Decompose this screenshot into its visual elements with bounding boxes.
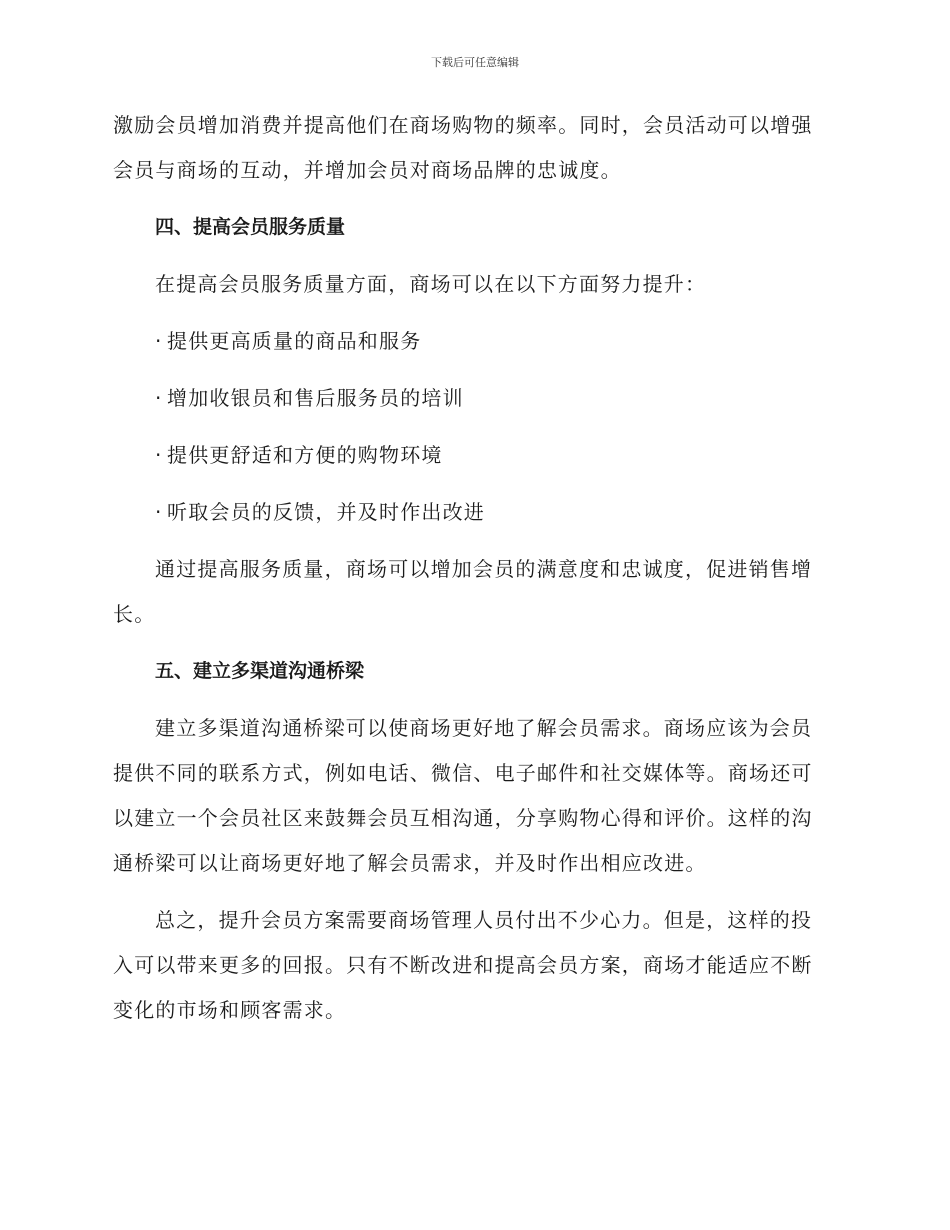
section-5-paragraph: [113, 713, 835, 878]
summary-paragraph: [113, 905, 835, 1025]
section-heading-5: 五、建立多渠道沟通桥梁: [155, 660, 365, 682]
list-item: · 提供更舒适和方便的购物环境: [113, 440, 835, 470]
text-line: 通过提高服务质量，商场可以增加会员的满意度和忠诚度，促进销售增: [155, 557, 813, 581]
intro-paragraph: [113, 110, 835, 185]
list-item: · 增加收银员和售后服务员的培训: [113, 383, 835, 413]
bullet-list: [113, 326, 835, 527]
text-line: 通桥梁可以让商场更好地了解会员需求，并及时作出相应改进。: [113, 851, 707, 875]
section-heading-4: 四、提高会员服务质量: [155, 216, 346, 238]
page-header: 下载后可任意编辑: [431, 56, 519, 69]
section-4-lead: 在提高会员服务质量方面，商场可以在以下方面努力提升：: [155, 272, 707, 296]
text-line: 以建立一个会员社区来鼓舞会员互相沟通，分享购物心得和评价。这样的沟: [113, 806, 813, 830]
list-item: · 提供更高质量的商品和服务: [113, 326, 835, 356]
text-line: 入可以带来更多的回报。只有不断改进和提高会员方案，商场才能适应不断: [113, 953, 813, 977]
text-line: 建立多渠道沟通桥梁可以使商场更好地了解会员需求。商场应该为会员: [155, 716, 813, 740]
text-line: 变化的市场和顾客需求。: [113, 998, 347, 1022]
text-line: 长。: [113, 602, 156, 626]
text-line: 提供不同的联系方式，例如电话、微信、电子邮件和社交媒体等。商场还可: [113, 761, 813, 785]
bullet-icon: ·: [155, 329, 163, 353]
document-body: [113, 110, 835, 1025]
text-line: 总之，提升会员方案需要商场管理人员付出不少心力。但是，这样的投: [155, 908, 813, 932]
bullet-icon: ·: [155, 386, 163, 410]
list-item: · 听取会员的反馈，并及时作出改进: [113, 497, 835, 527]
text-line: 激励会员增加消费并提高他们在商场购物的频率。同时，会员活动可以增强: [113, 113, 813, 137]
bullet-icon: ·: [155, 443, 163, 467]
section-4-conclusion: [113, 554, 835, 629]
bullet-icon: ·: [155, 500, 163, 524]
text-line: 会员与商场的互动，并增加会员对商场品牌的忠诚度。: [113, 158, 622, 182]
